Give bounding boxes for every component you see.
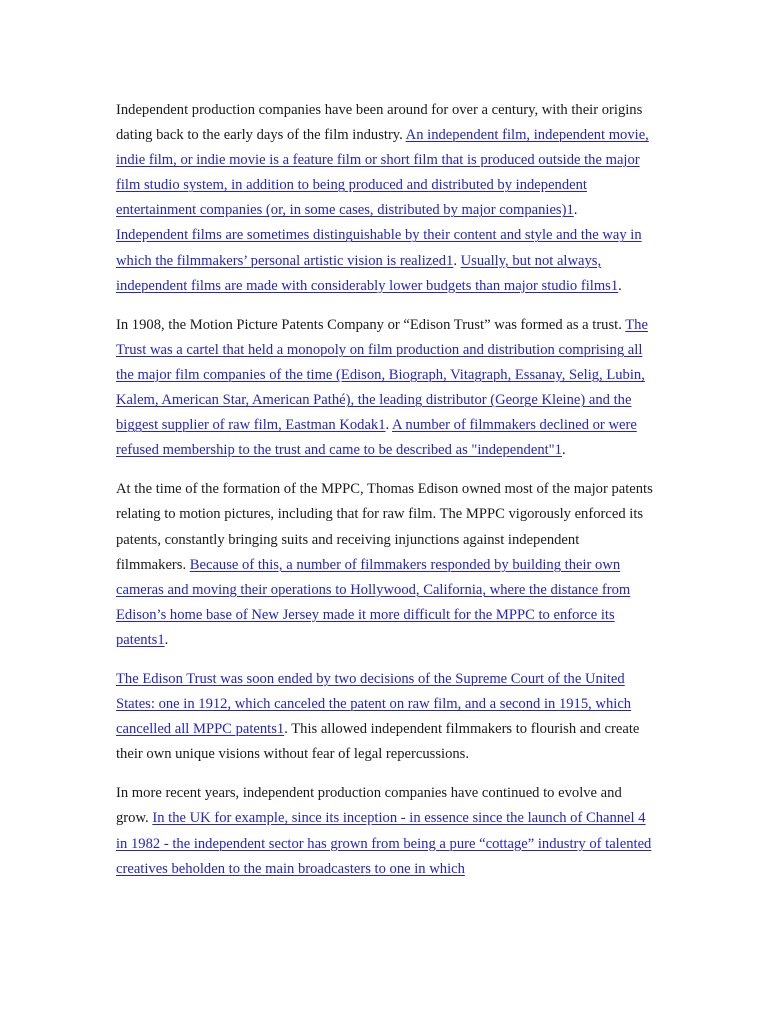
reference-link[interactable]: The Edison Trust was soon ended by two decisions of the Supreme Court of the United States: one in 1912, which canceled the patent on raw film, and a second in 1915, which cancelled all MPPC patents1 xyxy=(116,670,632,738)
paragraph-5 xyxy=(116,781,653,881)
text-segment: At the time of the formation of the MPPC, Thomas Edison owned most of the major patents relating to motion pictures, including that for raw film. The MPPC vigorously enforced its patents, constantly bringing suits and receiving injunctions against independent filmmakers. xyxy=(116,481,653,573)
text-segment: . xyxy=(164,631,169,648)
reference-link[interactable]: A number of filmmakers declined or were refused membership to the trust and came to be described as "independent"1 xyxy=(116,417,637,459)
paragraph-2 xyxy=(116,313,653,464)
text-segment: . xyxy=(453,252,461,269)
paragraph-1 xyxy=(116,98,653,299)
text-segment: . xyxy=(618,277,622,294)
text-segment: . xyxy=(385,417,393,434)
reference-link[interactable]: The Trust was a cartel that held a monopoly on film production and distribution comprising all the major film companies of the time (Edison, Biograph, Vitagraph, Essanay, Selig, Lubin, Kalem, American Star, American Pathé), the leading distributor (George Kleine) and the biggest supplier of raw film, Eastman Kodak1 xyxy=(116,316,648,434)
text-segment: Independent production companies have been around for over a century, with their origins dating back to the early days of the film industry. xyxy=(116,102,643,144)
text-segment: . xyxy=(573,202,578,219)
reference-link[interactable]: In the UK for example, since its inception - in essence since the launch of Channel 4 in 1982 - the independent sector has grown from being a pure “cottage” industry of talented creatives beholden to the main broadcasters to one in which xyxy=(116,810,652,877)
paragraph-3 xyxy=(116,477,653,653)
text-segment: . xyxy=(561,442,566,459)
paragraph-4 xyxy=(116,667,653,767)
text-segment: . This allowed independent filmmakers to flourish and create their own unique visions without fear of legal repercussions. xyxy=(116,721,640,763)
text-segment: In more recent years, independent production companies have continued to evolve and grow. xyxy=(116,785,622,827)
reference-link[interactable]: Usually, but not always, independent films are made with considerably lower budgets than major studio films1 xyxy=(116,252,619,294)
text-segment: In 1908, the Motion Picture Patents Company or “Edison Trust” was formed as a trust. xyxy=(116,316,626,333)
reference-link[interactable]: An independent film, independent movie, indie film, or indie movie is a feature film or short film that is produced outside the major film studio system, in addition to being produced and distributed by independent entertainment companies (or, in some cases, distributed by major companies)1 xyxy=(116,127,649,219)
reference-link[interactable]: Because of this, a number of filmmakers responded by building their own cameras and moving their operations to Hollywood, California, where the distance from Edison’s home base of New Jersey made it more difficult for the MPPC to enforce its patents1 xyxy=(116,556,631,648)
reference-link[interactable]: Independent films are sometimes distinguishable by their content and style and the way in which the filmmakers’ personal artistic vision is realized1 xyxy=(116,227,642,269)
